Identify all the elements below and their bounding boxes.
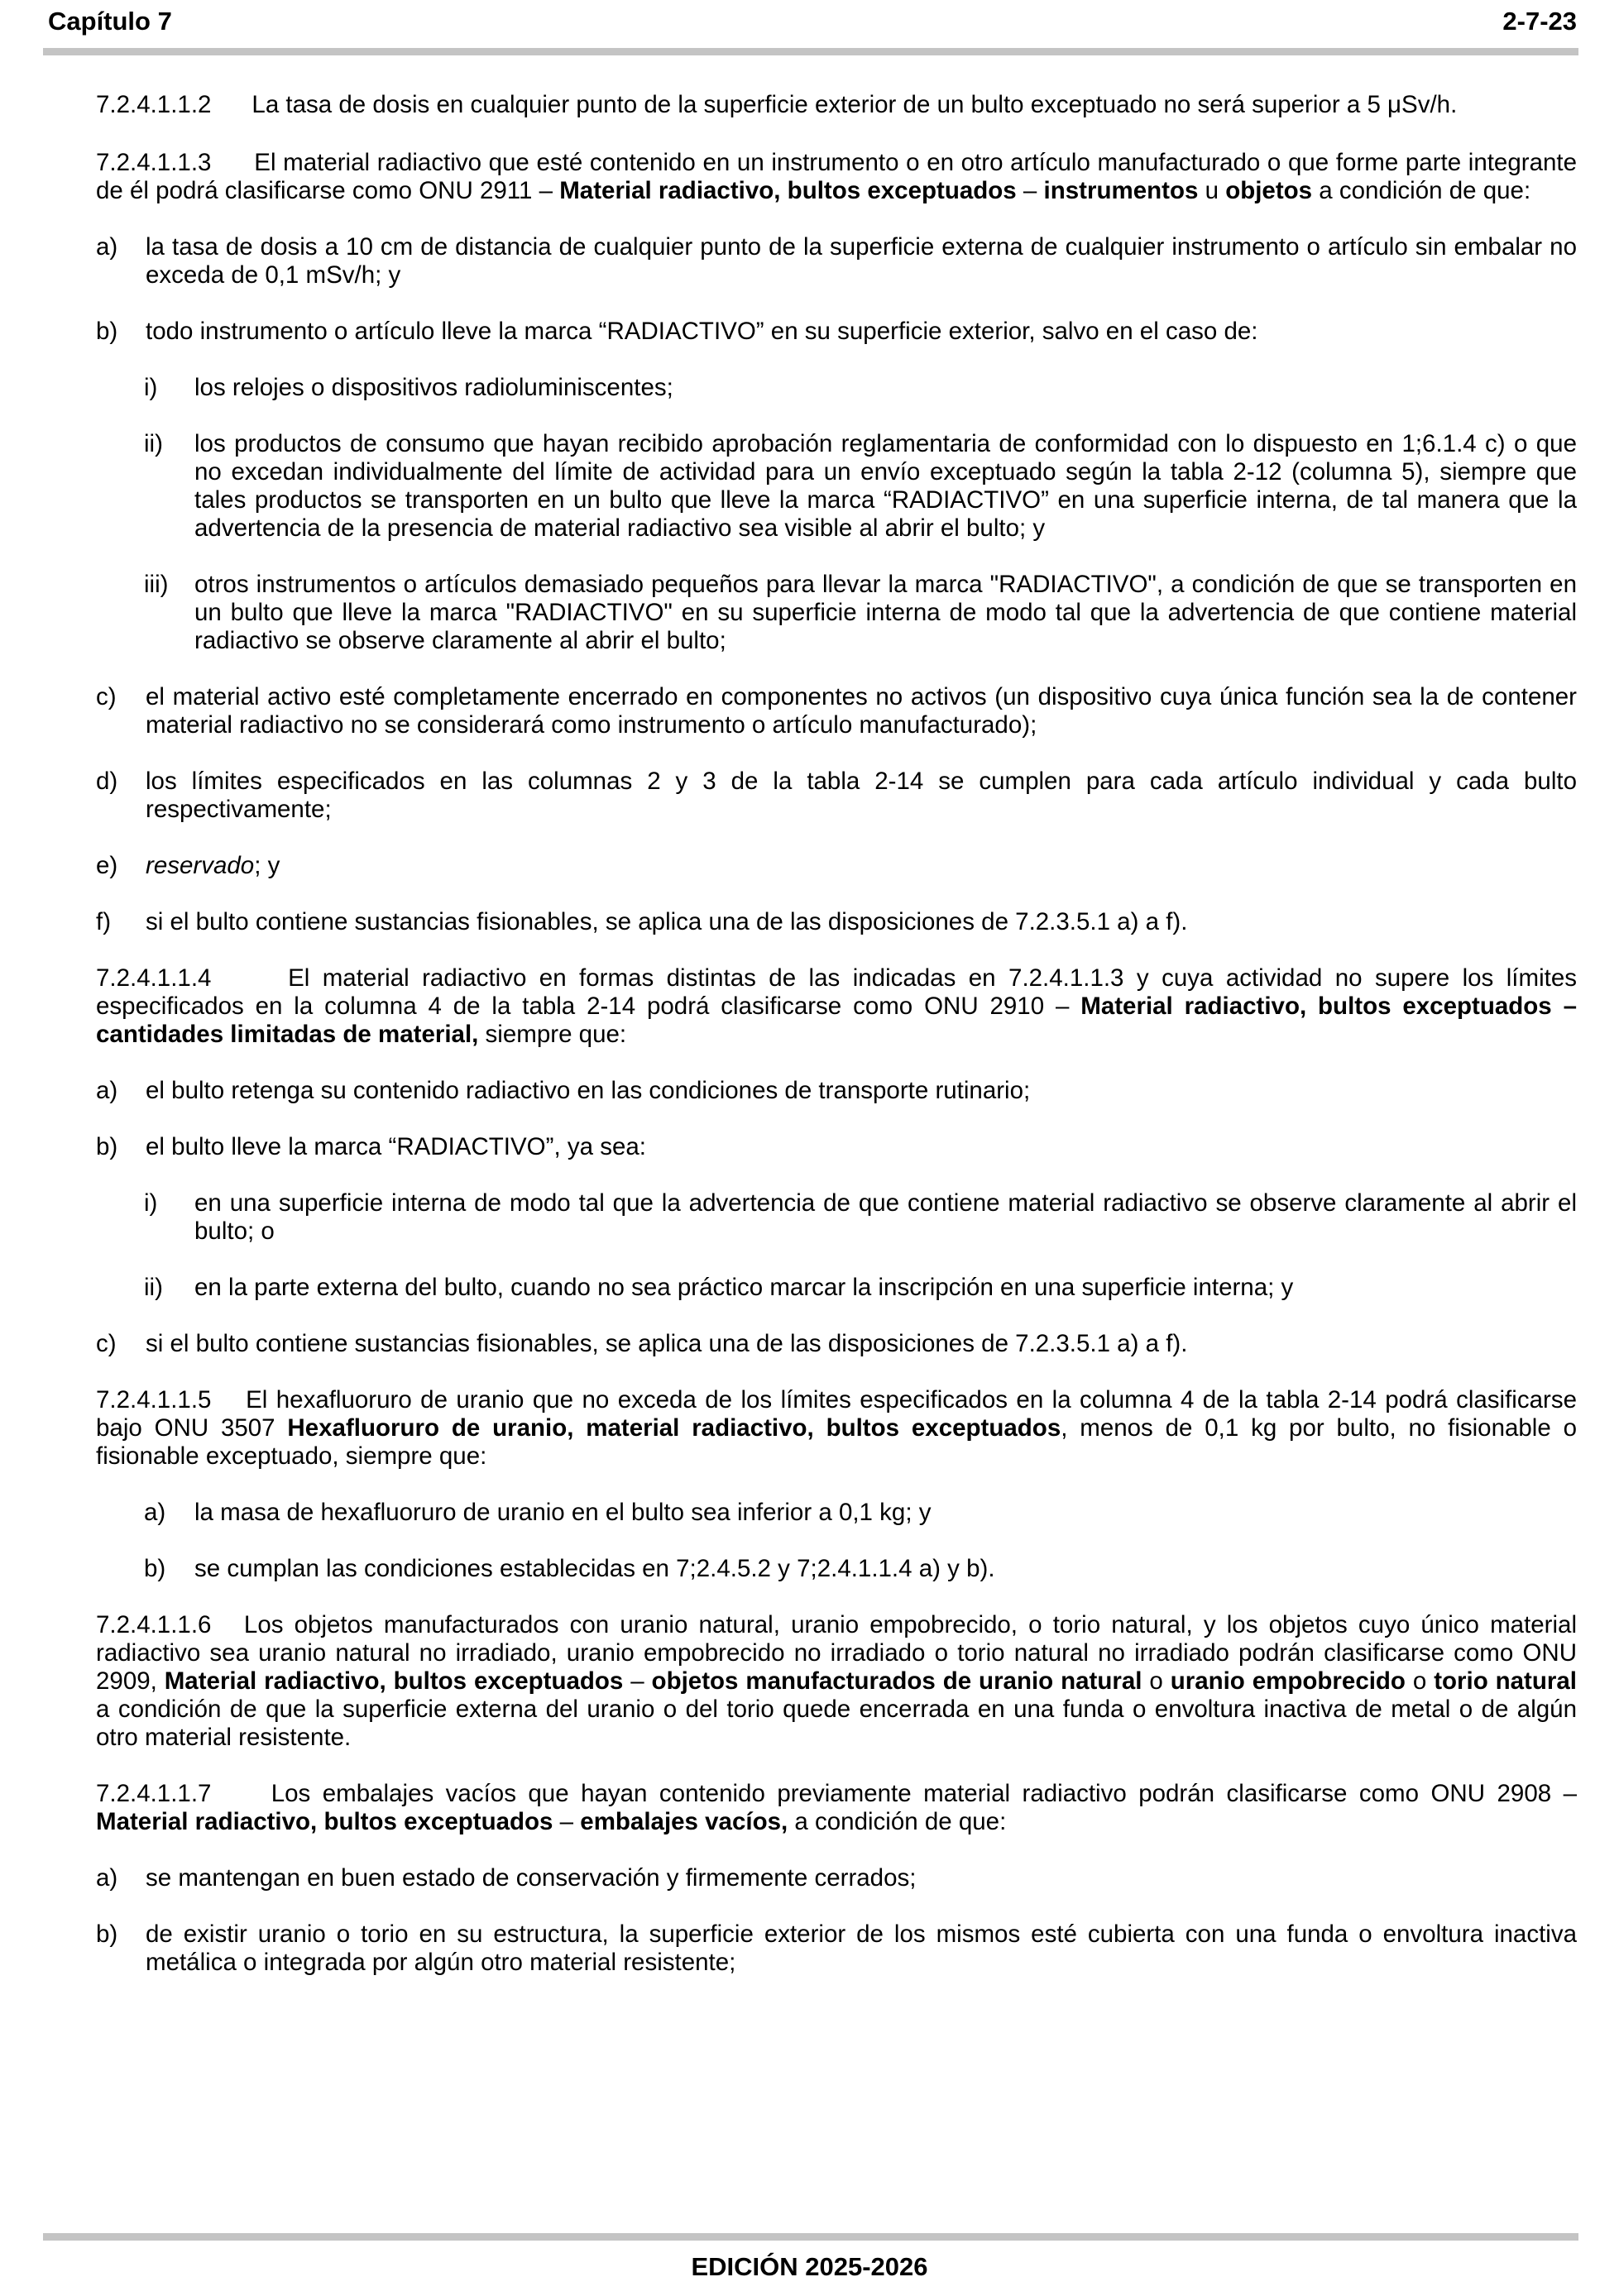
- sub-list-item: [48, 374, 1577, 402]
- list-label: a): [144, 1499, 166, 1526]
- list-label: c): [96, 683, 117, 710]
- list-text: si el bulto contiene sustancias fisionables, se aplica una de las disposiciones de 7.2.3.5.1 a) a f).: [146, 1330, 1188, 1357]
- paragraph-number: 7.2.4.1.1.6: [96, 1611, 212, 1638]
- paragraph-text: El material radiactivo que esté contenido en un instrumento o en otro artículo manufacturado o que forme parte integrante de él podrá clasificarse como ONU 2911 –: [96, 149, 1577, 204]
- paragraph-text: siempre que:: [478, 1021, 627, 1048]
- paragraph-text: Los objetos manufacturados con uranio natural, uranio empobrecido, o torio natural, y los objetos cuyo único material radiactivo sea uranio natural no irradiado, uranio empobrecido no irradiado o torio natural no irradiado podrán clasificarse como ONU 2909,: [96, 1611, 1578, 1695]
- list-label: ii): [144, 430, 163, 457]
- list-item: [48, 768, 1577, 824]
- paragraph-text: El hexafluoruro de uranio que no exceda de los límites especificados en la columna 4 de la tabla 2-14 podrá clasificarse bajo ONU 3507: [96, 1386, 1577, 1442]
- paragraph-text: u: [1198, 177, 1226, 204]
- paragraph-text: La tasa de dosis en cualquier punto de la superficie exterior de un bulto exceptuado no será superior a 5 μSv/h.: [251, 91, 1458, 118]
- list-item: [48, 233, 1577, 289]
- paragraph-text: El material radiactivo en formas distintas de las indicadas en 7.2.4.1.1.3 y cuya actividad no supere los límites especificados en la columna 4 de la tabla 2-14 podrá clasificarse como ONU 2910 –: [96, 964, 1577, 1020]
- list-label: d): [96, 768, 118, 795]
- list-label: i): [144, 1189, 158, 1217]
- list-label: i): [144, 374, 158, 401]
- paragraph-text: a condición de que:: [788, 1808, 1007, 1835]
- footer-rule: [43, 2233, 1578, 2241]
- list-text: la tasa de dosis a 10 cm de distancia de cualquier punto de la superficie externa de cualquier instrumento o artículo sin embalar no exceda de 0,1 mSv/h; y: [146, 233, 1577, 289]
- list-item: [48, 1864, 1577, 1892]
- list-label: a): [96, 1077, 118, 1104]
- list-text: se mantengan en buen estado de conservación y firmemente cerrados;: [146, 1864, 917, 1892]
- list-text: los límites especificados en las columnas 2 y 3 de la tabla 2-14 se cumplen para cada artículo individual y cada bulto respectivamente;: [146, 768, 1577, 823]
- sub-list-item: [48, 1555, 1577, 1583]
- page-body: [48, 91, 1577, 1977]
- list-label: b): [96, 1133, 118, 1160]
- list-item: [48, 1077, 1577, 1105]
- list-text: el bulto retenga su contenido radiactivo en las condiciones de transporte rutinario;: [146, 1077, 1031, 1104]
- list-item: [48, 683, 1577, 739]
- bold-term: embalajes vacíos,: [580, 1808, 788, 1835]
- paragraph-7-2-4-1-1-7: [48, 1780, 1577, 1836]
- paragraph-number: 7.2.4.1.1.2: [96, 91, 212, 118]
- list-label: ii): [144, 1274, 163, 1301]
- bold-term: torio natural: [1434, 1667, 1577, 1695]
- paragraph-text: –: [623, 1667, 652, 1695]
- list-item: [48, 1330, 1577, 1358]
- list-label: f): [96, 908, 112, 935]
- list-text: el bulto lleve la marca “RADIACTIVO”, ya sea:: [146, 1133, 646, 1160]
- paragraph-7-2-4-1-1-2: [48, 91, 1577, 119]
- bold-term: Material radiactivo, bultos exceptuados: [559, 177, 1017, 204]
- list-label: c): [96, 1330, 117, 1357]
- bold-term: objetos: [1225, 177, 1313, 204]
- list-text: otros instrumentos o artículos demasiado pequeños para llevar la marca "RADIACTIVO", a condición de que se transporten en un bulto que lleve la marca "RADIACTIVO" en su superficie interna de modo tal que la advertencia de que contiene material radiactivo se observe claramente al abrir el bulto;: [194, 571, 1577, 654]
- list-item: [48, 908, 1577, 936]
- bold-term: objetos manufacturados de uranio natural: [651, 1667, 1142, 1695]
- list-label: e): [96, 852, 118, 879]
- italic-text: reservado: [146, 852, 255, 879]
- paragraph-7-2-4-1-1-5: [48, 1386, 1577, 1471]
- list-text: se cumplan las condiciones establecidas en 7;2.4.5.2 y 7;2.4.1.1.4 a) y b).: [194, 1555, 995, 1582]
- bold-term: Material radiactivo, bultos exceptuados: [96, 1808, 553, 1835]
- page-number: 2-7-23: [1502, 7, 1577, 36]
- list-text: todo instrumento o artículo lleve la marca “RADIACTIVO” en su superficie exterior, salvo en el caso de:: [146, 318, 1258, 345]
- paragraph-text: –: [553, 1808, 581, 1835]
- paragraph-7-2-4-1-1-4: [48, 964, 1577, 1049]
- list-label: iii): [144, 571, 169, 598]
- bold-term: instrumentos: [1043, 177, 1199, 204]
- sub-list-item: [48, 1274, 1577, 1302]
- edition-footer: EDICIÓN 2025-2026: [691, 2252, 928, 2281]
- paragraph-text: , menos de 0,1 kg por bulto, no fisionable o fisionable exceptuado, siempre que:: [96, 1414, 1577, 1470]
- list-text: los relojes o dispositivos radioluminiscentes;: [194, 374, 673, 401]
- bold-term: Material radiactivo, bultos exceptuados: [164, 1667, 624, 1695]
- chapter-title: Capítulo 7: [48, 7, 172, 36]
- list-label: a): [96, 1864, 118, 1892]
- list-item: [48, 1133, 1577, 1161]
- list-label: a): [96, 233, 118, 261]
- paragraph-text: o: [1405, 1667, 1435, 1695]
- sub-list-item: [48, 430, 1577, 543]
- paragraph-text: a condición de que:: [1312, 177, 1531, 204]
- list-label: b): [144, 1555, 166, 1582]
- header-rule: [43, 48, 1578, 55]
- paragraph-7-2-4-1-1-3: [48, 149, 1577, 205]
- paragraph-number: 7.2.4.1.1.7: [96, 1780, 212, 1807]
- list-item: [48, 1921, 1577, 1977]
- list-text: el material activo esté completamente encerrado en componentes no activos (un dispositivo cuya única función sea la de contener material radiactivo no se considerará como instrumento o artículo manufacturado);: [146, 683, 1577, 739]
- paragraph-text: –: [1016, 177, 1044, 204]
- paragraph-text: Los embalajes vacíos que hayan contenido previamente material radiactivo podrán clasificarse como ONU 2908 –: [271, 1780, 1577, 1807]
- list-text: en la parte externa del bulto, cuando no sea práctico marcar la inscripción en una superficie interna; y: [194, 1274, 1294, 1301]
- list-text: en una superficie interna de modo tal que la advertencia de que contiene material radiactivo se observe claramente al abrir el bulto; o: [194, 1189, 1577, 1245]
- bold-term: uranio empobrecido: [1170, 1667, 1406, 1695]
- list-item: [48, 318, 1577, 346]
- paragraph-number: 7.2.4.1.1.4: [96, 964, 212, 992]
- paragraph-text: a condición de que la superficie externa del uranio o del torio quede encerrada en una funda o envoltura inactiva de metal o de algún otro material resistente.: [96, 1696, 1577, 1751]
- paragraph-7-2-4-1-1-6: [48, 1611, 1577, 1752]
- paragraph-number: 7.2.4.1.1.3: [96, 149, 212, 176]
- sub-list-item: [48, 1189, 1577, 1246]
- paragraph-text: o: [1142, 1667, 1171, 1695]
- bold-term: Material radiactivo, bultos exceptuados – cantidades limitadas de material,: [96, 993, 1577, 1048]
- list-text: de existir uranio o torio en su estructura, la superficie exterior de los mismos esté cubierta con una funda o envoltura inactiva metálica o integrada por algún otro material resistente;: [146, 1921, 1577, 1976]
- list-text: ; y: [254, 852, 280, 879]
- list-text: la masa de hexafluoruro de uranio en el bulto sea inferior a 0,1 kg; y: [194, 1499, 932, 1526]
- bold-term: Hexafluoruro de uranio, material radiactivo, bultos exceptuados: [287, 1414, 1061, 1442]
- sub-list-item: [48, 1499, 1577, 1527]
- list-label: b): [96, 318, 118, 345]
- sub-list-item: [48, 571, 1577, 655]
- paragraph-number: 7.2.4.1.1.5: [96, 1386, 212, 1413]
- list-item: [48, 852, 1577, 880]
- list-text: los productos de consumo que hayan recibido aprobación reglamentaria de conformidad con lo dispuesto en 1;6.1.4 c) o que no excedan individualmente del límite de actividad para un envío exceptuado según la tabla 2-12 (columna 5), siempre que tales productos se transporten en un bulto que lleve la marca “RADIACTIVO” en una superficie interna, de tal manera que la advertencia de la presencia de material radiactivo sea visible al abrir el bulto; y: [194, 430, 1577, 542]
- list-label: b): [96, 1921, 118, 1948]
- list-text: si el bulto contiene sustancias fisionables, se aplica una de las disposiciones de 7.2.3.5.1 a) a f).: [146, 908, 1188, 935]
- page-header: [48, 7, 1577, 43]
